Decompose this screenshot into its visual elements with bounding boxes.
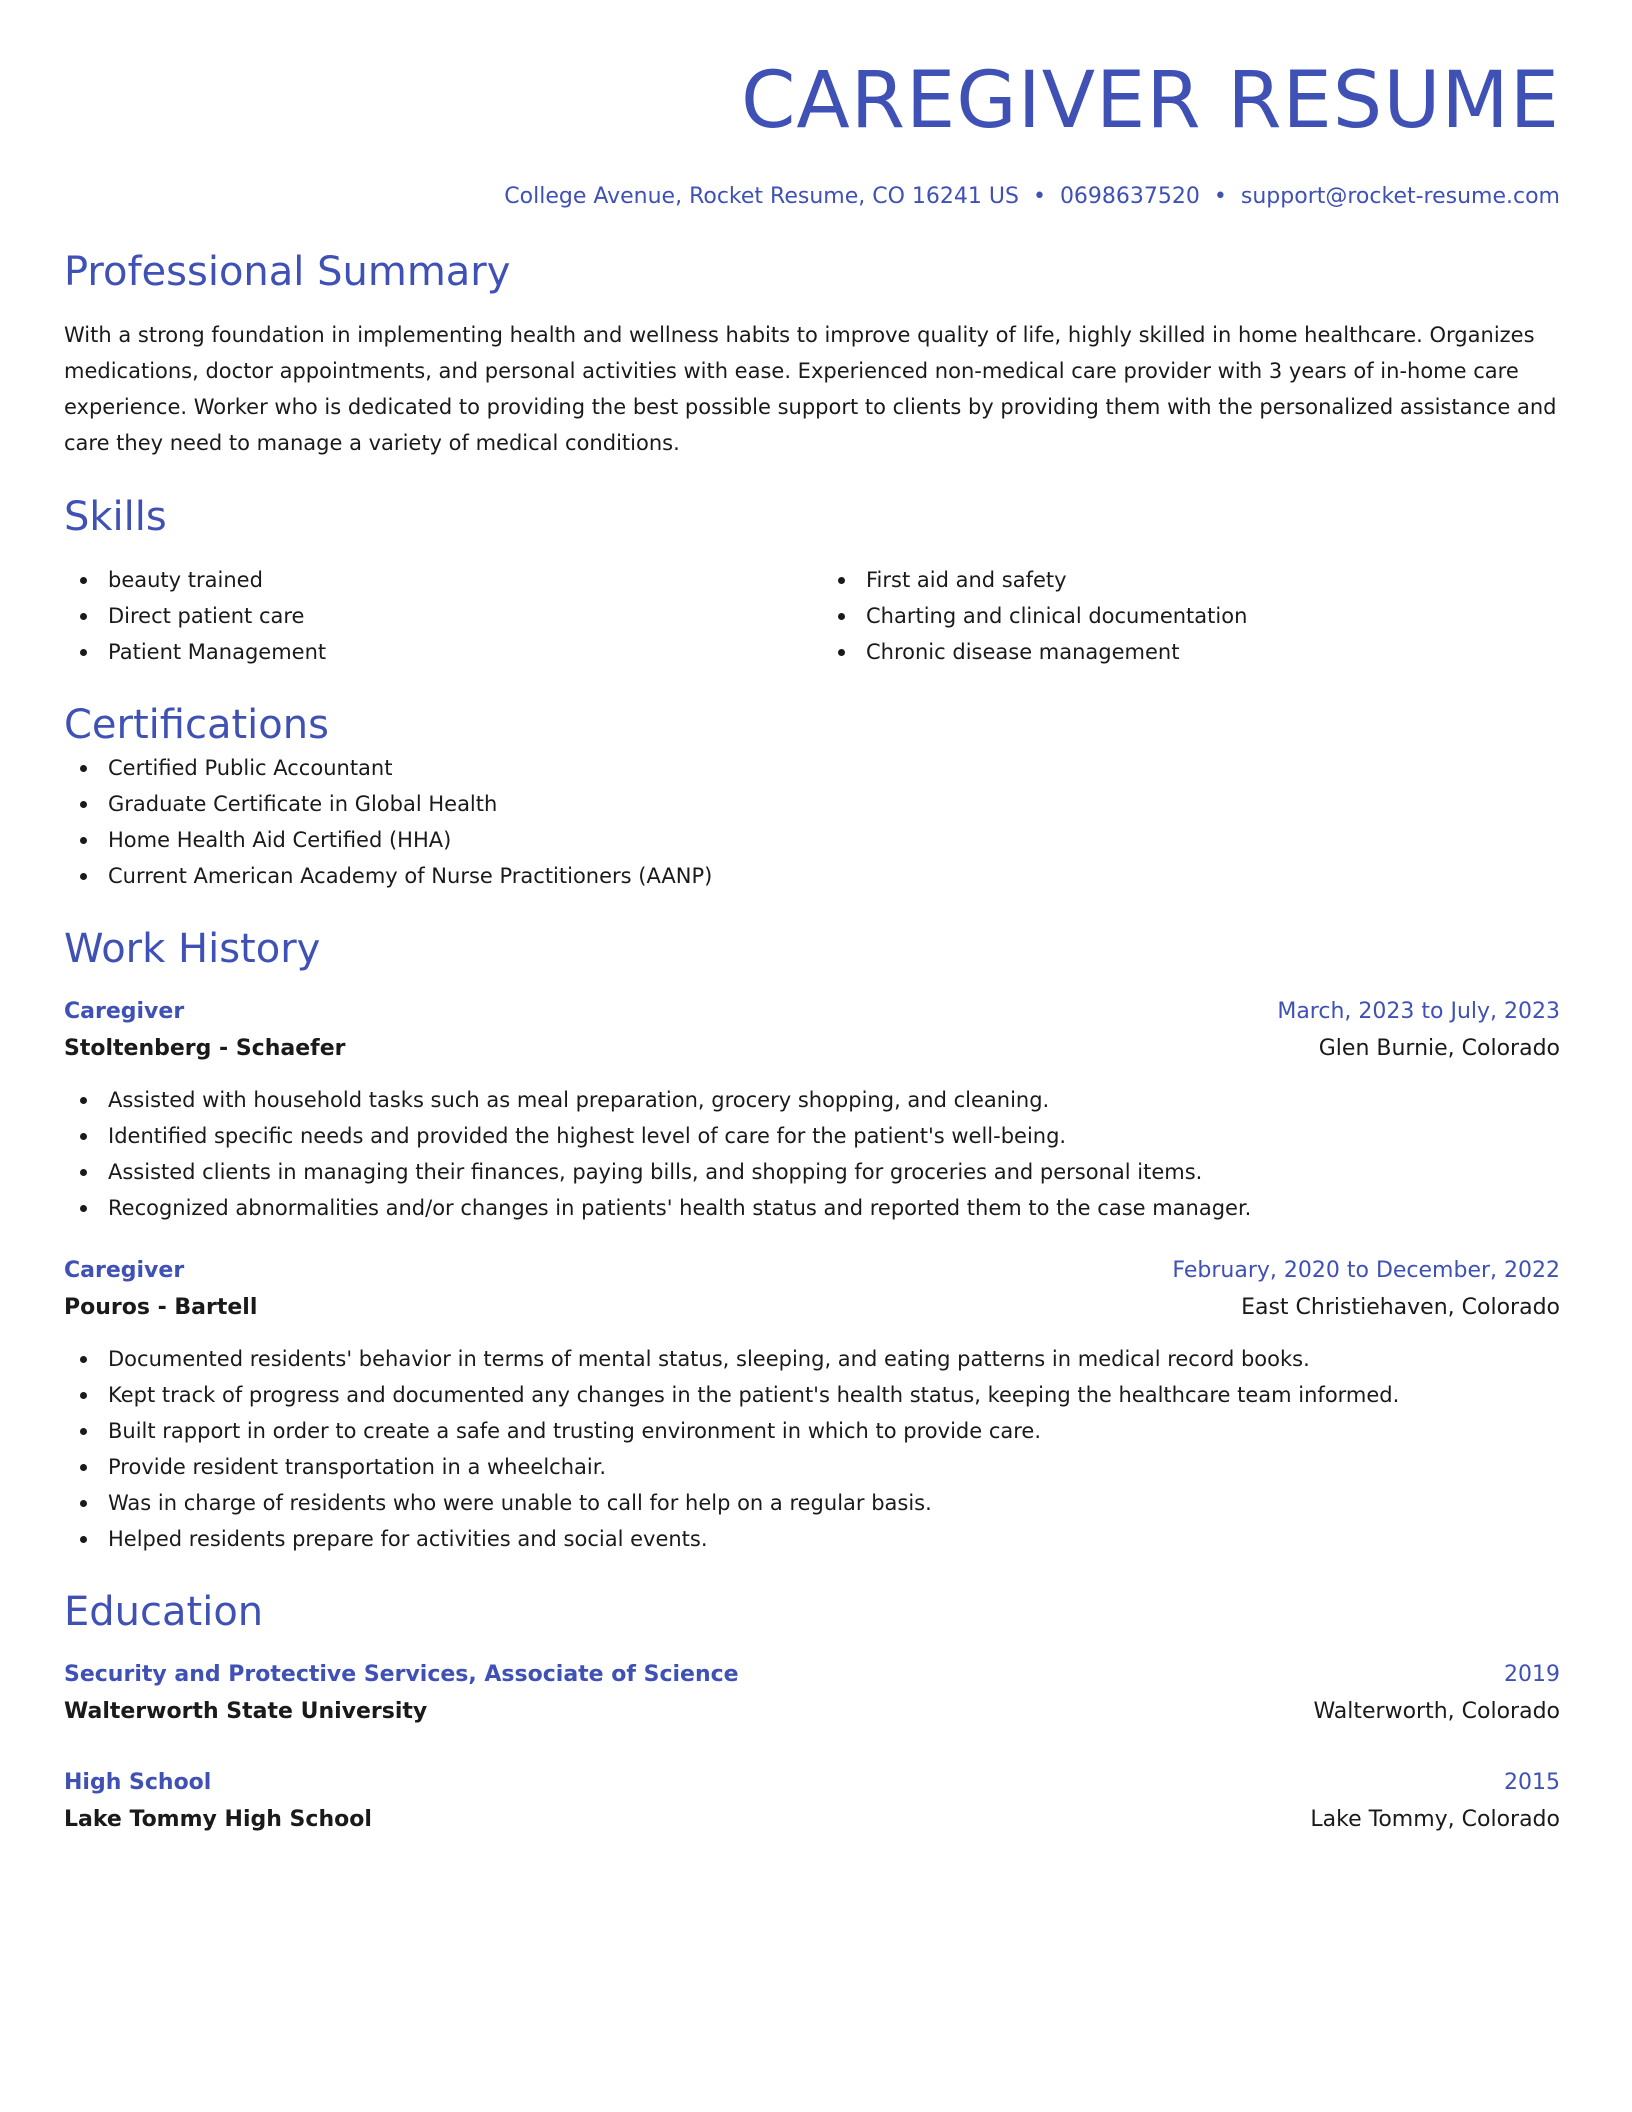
contact-address: College Avenue, Rocket Resume, CO 16241 US — [504, 184, 1019, 209]
job-entry — [64, 994, 1560, 1226]
certification-item: Home Health Aid Certified (HHA) — [64, 822, 1560, 858]
education-location: Walterworth, Colorado — [1313, 1699, 1560, 1724]
job-location: Glen Burnie, Colorado — [1318, 1036, 1560, 1061]
education-subheader — [64, 1801, 1560, 1839]
job-subheader — [64, 1030, 1560, 1068]
contact-phone: 0698637520 — [1059, 184, 1200, 209]
job-dates: March, 2023 to July, 2023 — [1277, 999, 1560, 1024]
job-duty: Kept track of progress and documented any changes in the patient's health status, keeping the healthcare team informed. — [64, 1377, 1560, 1413]
job-duty: Recognized abnormalities and/or changes in patients' health status and reported them to the case manager. — [64, 1190, 1560, 1226]
education-heading: Education — [64, 1589, 264, 1635]
summary-heading: Professional Summary — [64, 249, 511, 295]
education-school: Lake Tommy High School — [64, 1807, 372, 1832]
summary-section — [64, 247, 1560, 461]
job-location: East Christiehaven, Colorado — [1241, 1295, 1560, 1320]
education-school: Walterworth State University — [64, 1699, 428, 1724]
certifications-heading: Certifications — [64, 702, 329, 748]
certification-item: Graduate Certificate in Global Health — [64, 786, 1560, 822]
certifications-section — [64, 700, 1560, 894]
job-duty: Was in charge of residents who were unable to call for help on a regular basis. — [64, 1485, 1560, 1521]
skills-section — [64, 492, 1560, 670]
job-company: Stoltenberg - Schaefer — [64, 1036, 346, 1061]
education-degree: High School — [64, 1770, 212, 1795]
job-duty: Helped residents prepare for activities and social events. — [64, 1521, 1560, 1557]
contact-separator: • — [1213, 184, 1227, 209]
skill-item: beauty trained — [64, 562, 802, 598]
skill-item: Direct patient care — [64, 598, 802, 634]
job-duties-list — [64, 1082, 1560, 1226]
education-section — [64, 1587, 1560, 1839]
certifications-list — [64, 750, 1560, 894]
job-duty: Provide resident transportation in a wheelchair. — [64, 1449, 1560, 1485]
job-duties-list — [64, 1341, 1560, 1557]
education-location: Lake Tommy, Colorado — [1310, 1807, 1560, 1832]
job-header — [64, 994, 1560, 1030]
education-subheader — [64, 1693, 1560, 1731]
job-duty: Assisted clients in managing their finances, paying bills, and shopping for groceries and personal items. — [64, 1154, 1560, 1190]
resume-title: CAREGIVER RESUME — [740, 56, 1560, 146]
certification-item: Current American Academy of Nurse Practitioners (AANP) — [64, 858, 1560, 894]
job-role: Caregiver — [64, 1258, 185, 1283]
job-role: Caregiver — [64, 999, 185, 1024]
education-degree: Security and Protective Services, Associate of Science — [64, 1662, 739, 1687]
education-header — [64, 1657, 1560, 1693]
work-history-heading: Work History — [64, 926, 321, 972]
job-duty: Assisted with household tasks such as meal preparation, grocery shopping, and cleaning. — [64, 1082, 1560, 1118]
contact-separator: • — [1032, 184, 1046, 209]
skills-heading: Skills — [64, 494, 167, 540]
certification-item: Certified Public Accountant — [64, 750, 1560, 786]
job-company: Pouros - Bartell — [64, 1295, 258, 1320]
summary-text: With a strong foundation in implementing health and wellness habits to improve quality of life, highly skilled in home healthcare. Organizes medications, doctor appointments, and personal activities with ease. Experienced non-medical care provider with 3 years of in-home care experience. Worker who is dedicated to providing the best possible support to clients by providing them with the personalized assistance and care they need to manage a variety of medical conditions. — [64, 323, 1557, 455]
job-header — [64, 1253, 1560, 1289]
skill-item: Patient Management — [64, 634, 802, 670]
job-duty: Identified specific needs and provided the highest level of care for the patient's well-being. — [64, 1118, 1560, 1154]
education-entry — [64, 1765, 1560, 1839]
education-header — [64, 1765, 1560, 1801]
job-duty: Built rapport in order to create a safe and trusting environment in which to provide care. — [64, 1413, 1560, 1449]
skill-item: Charting and clinical documentation — [822, 598, 1560, 634]
job-subheader — [64, 1289, 1560, 1327]
education-entry — [64, 1657, 1560, 1731]
resume-page — [64, 0, 1560, 1839]
job-dates: February, 2020 to December, 2022 — [1172, 1258, 1560, 1283]
education-year: 2019 — [1504, 1662, 1560, 1687]
contact-email: support@rocket-resume.com — [1240, 184, 1560, 209]
skill-item: First aid and safety — [822, 562, 1560, 598]
skills-list-left — [64, 562, 802, 670]
skills-grid — [64, 562, 1560, 670]
job-duty: Documented residents' behavior in terms of mental status, sleeping, and eating patterns in medical record books. — [64, 1341, 1560, 1377]
skills-list-right — [822, 562, 1560, 670]
contact-line — [64, 183, 1560, 211]
skill-item: Chronic disease management — [822, 634, 1560, 670]
work-history-section — [64, 924, 1560, 1557]
education-year: 2015 — [1504, 1770, 1560, 1795]
job-entry — [64, 1253, 1560, 1557]
